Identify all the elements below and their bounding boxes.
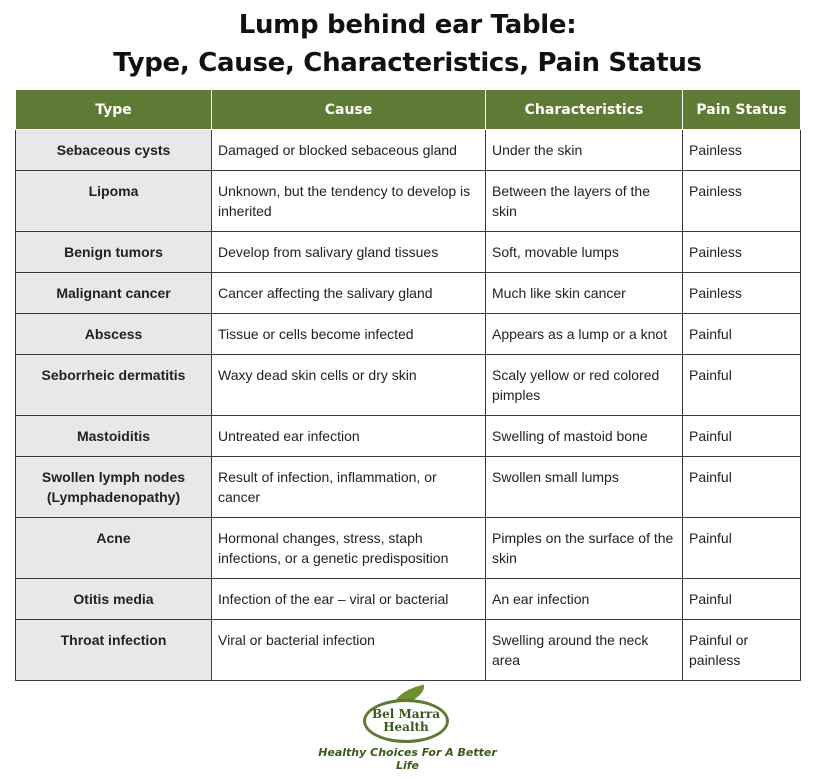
table-row [16, 518, 801, 579]
cell-type: Swollen lymph nodes (Lymphadenopathy) [16, 457, 212, 518]
table-row [16, 314, 801, 355]
cell-type: Mastoiditis [16, 416, 212, 457]
table-row [16, 130, 801, 171]
logo-brand-line-1: Bel Marra [372, 707, 440, 721]
cell-cause: Damaged or blocked sebaceous gland [212, 130, 486, 171]
brand-logo [310, 686, 505, 772]
table-row [16, 579, 801, 620]
cell-pain-status: Painful or painless [683, 620, 801, 681]
cell-characteristics: An ear infection [486, 579, 683, 620]
cell-characteristics: Swelling of mastoid bone [486, 416, 683, 457]
table-header-row [16, 90, 801, 130]
cell-characteristics: Swelling around the neck area [486, 620, 683, 681]
title-line-2: Type, Cause, Characteristics, Pain Status [113, 48, 702, 78]
table-row [16, 273, 801, 314]
table-row [16, 355, 801, 416]
cell-cause: Untreated ear infection [212, 416, 486, 457]
header-characteristics: Characteristics [486, 90, 683, 130]
cell-characteristics: Much like skin cancer [486, 273, 683, 314]
table-row [16, 620, 801, 681]
cell-type: Benign tumors [16, 232, 212, 273]
logo-brand-line-2: Health [383, 720, 429, 734]
cell-characteristics: Appears as a lump or a knot [486, 314, 683, 355]
cell-pain-status: Painful [683, 518, 801, 579]
cell-pain-status: Painless [683, 232, 801, 273]
cell-cause: Tissue or cells become infected [212, 314, 486, 355]
cell-pain-status: Painless [683, 273, 801, 314]
cell-pain-status: Painless [683, 171, 801, 232]
cell-characteristics: Under the skin [486, 130, 683, 171]
cell-cause: Develop from salivary gland tissues [212, 232, 486, 273]
cell-type: Abscess [16, 314, 212, 355]
cell-pain-status: Painful [683, 314, 801, 355]
cell-characteristics: Scaly yellow or red colored pimples [486, 355, 683, 416]
cell-cause: Cancer affecting the salivary gland [212, 273, 486, 314]
table-row [16, 457, 801, 518]
cell-type: Otitis media [16, 579, 212, 620]
cell-cause: Viral or bacterial infection [212, 620, 486, 681]
title-line-1: Lump behind ear Table: [238, 10, 577, 40]
cell-type: Lipoma [16, 171, 212, 232]
logo-tagline: Healthy Choices For A Better Life [318, 746, 497, 772]
cell-cause: Waxy dead skin cells or dry skin [212, 355, 486, 416]
cell-cause: Infection of the ear – viral or bacterial [212, 579, 486, 620]
cell-cause: Hormonal changes, stress, staph infections, or a genetic predisposition [212, 518, 486, 579]
cell-type: Seborrheic dermatitis [16, 355, 212, 416]
table-row [16, 232, 801, 273]
cell-pain-status: Painful [683, 355, 801, 416]
table-row [16, 171, 801, 232]
cell-pain-status: Painless [683, 130, 801, 171]
header-type: Type [16, 90, 212, 130]
cell-cause: Result of infection, inflammation, or cancer [212, 457, 486, 518]
cell-cause: Unknown, but the tendency to develop is inherited [212, 171, 486, 232]
cell-pain-status: Painful [683, 579, 801, 620]
cell-characteristics: Pimples on the surface of the skin [486, 518, 683, 579]
cell-type: Malignant cancer [16, 273, 212, 314]
lump-table [15, 89, 801, 681]
cell-type: Throat infection [16, 620, 212, 681]
header-pain-status: Pain Status [683, 90, 801, 130]
cell-type: Acne [16, 518, 212, 579]
page-title [0, 6, 815, 82]
table-row [16, 416, 801, 457]
cell-characteristics: Swollen small lumps [486, 457, 683, 518]
cell-pain-status: Painful [683, 416, 801, 457]
table-body [16, 130, 801, 681]
cell-characteristics: Soft, movable lumps [486, 232, 683, 273]
cell-pain-status: Painful [683, 457, 801, 518]
cell-characteristics: Between the layers of the skin [486, 171, 683, 232]
cell-type: Sebaceous cysts [16, 130, 212, 171]
header-cause: Cause [212, 90, 486, 130]
